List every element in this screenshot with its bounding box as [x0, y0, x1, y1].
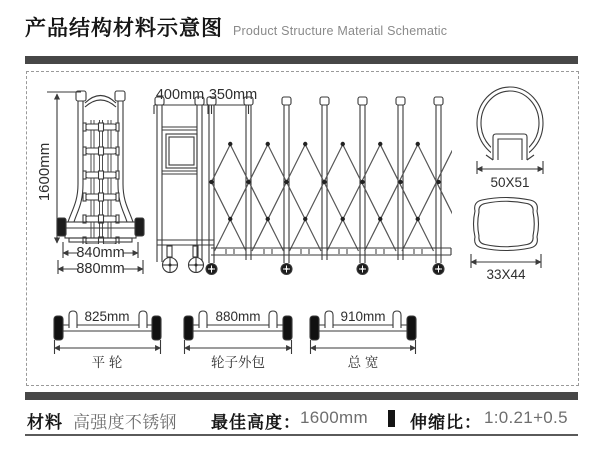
front-outer-width-dim: 880mm [76, 261, 125, 277]
head-wheels [163, 258, 204, 273]
front-left-wheel [57, 218, 66, 236]
axle1-dim: 825mm [84, 309, 130, 324]
footer-underline [25, 434, 578, 436]
front-height-dim: 1600mm [36, 142, 53, 202]
caster-wheels [206, 264, 444, 275]
axle2-label: 轮子外包 [211, 355, 265, 370]
best-height-label: 最佳高度： [211, 413, 301, 432]
main-rail-dim: 50X51 [490, 175, 530, 190]
axle-flat-wheel [54, 309, 161, 370]
cross-tube-profile [471, 198, 541, 283]
segment-pitch-dim: 350mm [208, 87, 258, 103]
front-view-drawing [36, 91, 144, 277]
front-inner-width-dim: 840mm [76, 245, 125, 261]
profile-sections [471, 87, 543, 282]
front-right-wheel [135, 218, 144, 236]
axle-wheel-outer [184, 309, 292, 370]
material-value: 高强度不锈钢 [73, 413, 177, 432]
ratio-value: 1:0.21+0.5 [484, 408, 568, 427]
ratio-label: 伸缩比： [410, 413, 482, 432]
head-sign-panel [166, 134, 197, 168]
title-zh: 产品结构材料示意图 [25, 17, 223, 40]
axle3-dim: 910mm [340, 309, 386, 324]
side-view-drawing [154, 87, 471, 275]
axle-diagrams [54, 309, 416, 370]
bottom-rail [211, 248, 451, 255]
main-rail-profile [477, 87, 543, 190]
lattice-joints [209, 142, 440, 221]
schematic-drawing [27, 72, 578, 385]
diagram-panel [26, 71, 579, 386]
best-height-value: 1600mm [300, 408, 368, 427]
material-label: 材料 [27, 413, 63, 432]
scissor-lattice [177, 144, 471, 251]
cross-tube-dim: 33X44 [486, 267, 526, 282]
page-title [25, 12, 447, 42]
axle1-label: 平 轮 [91, 355, 123, 370]
bottom-divider-bar [25, 392, 578, 400]
axle-total-width [310, 309, 416, 370]
axle2-dim: 880mm [215, 309, 261, 324]
axle3-label: 总 宽 [347, 355, 379, 370]
footer-separator [388, 410, 395, 427]
top-divider-bar [25, 56, 578, 64]
head-width-dim: 400mm [155, 87, 205, 103]
title-en: Product Structure Material Schematic [233, 24, 448, 38]
